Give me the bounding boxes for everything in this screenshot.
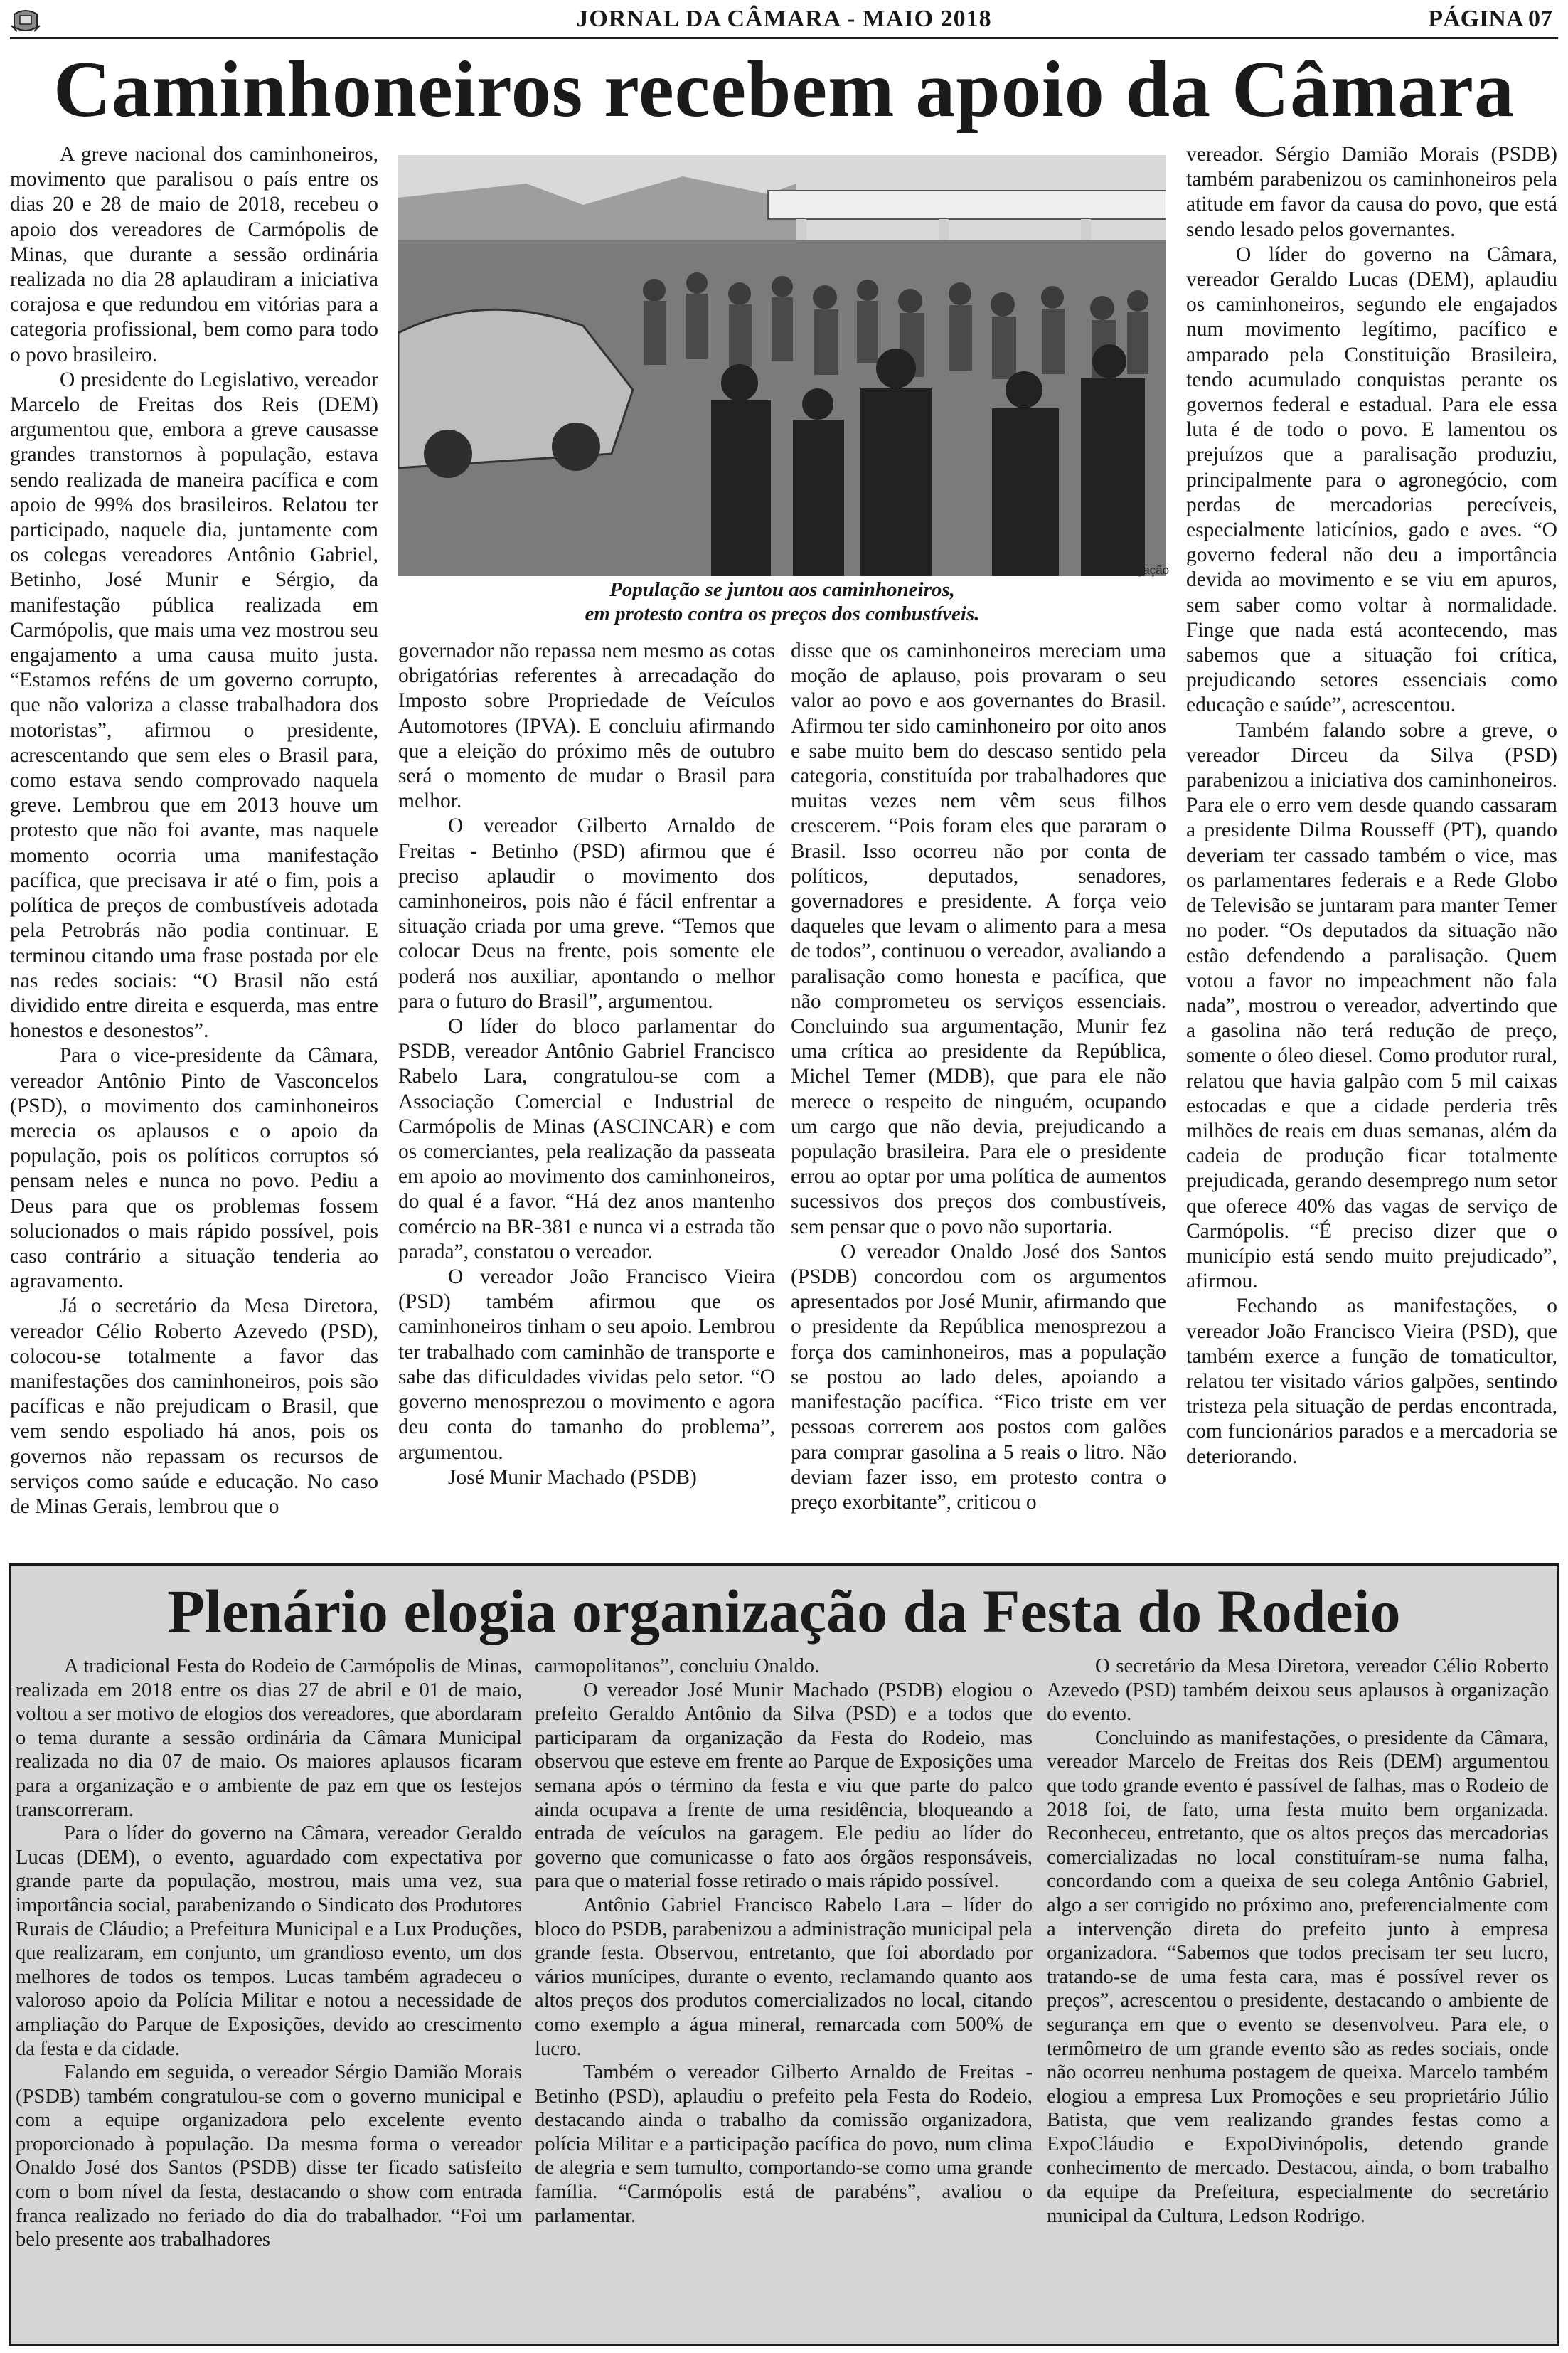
paragraph: carmopolitanos”, concluiu Onaldo. (535, 1655, 820, 1677)
photo-caption (398, 578, 1166, 626)
paragraph: A tradicional Festa do Rodeio de Carmópolis de Minas, realizada em 2018 entre os dias 27 de abril e 01 de maio, voltou a ser motivo de elogios dos vereadores, que abordaram o tema durante a sessão ordinária da Câmara Municipal realizada no dia 07 de maio. Os maiores aplausos ficaram para a organização e o ambiente de paz em que os festejos transcorreram. (16, 1655, 522, 1821)
paragraph: Já o secretário da Mesa Diretora, vereador Célio Roberto Azevedo (PSD), colocou-se totalmente a favor das manifestações dos caminhoneiros, pois são pacíficas e não prejudicam o Brasil, que vem sendo espoliado há anos, pois os governos não repassam os recursos de serviços como saúde e educação. No caso de Minas Gerais, lembrou que o (10, 1295, 378, 1518)
page-number: PÁGINA 07 (1428, 6, 1552, 32)
paragraph: O secretário da Mesa Diretora, vereador Célio Roberto Azevedo (PSD) também deixou seus aplausos à organização do evento. (1047, 1655, 1549, 1726)
paragraph: Antônio Gabriel Francisco Rabelo Lara – líder do bloco do PSDB, parabenizou a administração municipal pela grande festa. Observou, entretanto, que foi abordado por vários munícipes, durante o evento, reclamando quanto aos altos preços dos produtos comercializados no local, citando como exemplo a água mineral, remarcada com 500% de lucro. (535, 1893, 1033, 2060)
article-column-3 (791, 639, 1166, 1551)
paragraph: O vereador João Francisco Vieira (PSD) também afirmou que os caminhoneiros tinham o seu apoio. Lembrou ter trabalhado com caminhão de transporte e sabe das dificuldades vividas pelo setor. “O governo menosprezou o movimento e agora deu conta do tamanho do problema”, argumentou. (398, 1265, 775, 1464)
paragraph: Para o líder do governo na Câmara, vereador Geraldo Lucas (DEM), o evento, aguardado com expectativa por grande parte da população, mostrou, mais uma vez, sua importância social, parabenizando o Sindicato dos Produtores Rurais de Cláudio; a Prefeitura Municipal e a Lux Produções, que realizaram, em conjunto, um grandioso evento, um dos melhores de todos os tempos. Lucas também agradeceu o valoroso apoio da Polícia Militar e notou a necessidade de ampliação do Parque de Exposições, devido ao crescimento da festa e da cidade. (16, 1822, 522, 2060)
article-column-1 (10, 142, 378, 1551)
paragraph: O líder do governo na Câmara, vereador Geraldo Lucas (DEM), aplaudiu os caminhoneiros, segundo ele engajados num movimento legítimo, pacífico e amparado pela Constituição Brasileira, tendo acumulado conquistas perante os governos federal e estadual. Para ele essa luta é de todo o povo. E lamentou os prejuízos que a paralisação produziu, principalmente para o agronegócio, com perdas de mercadorias perecíveis, especialmente laticínios, gado e aves. “O governo federal não deu a importância devida ao movimento e se viu em apuros, sem saber como voltar à normalidade. Finge que nada está acontecendo, mas sabemos que a situação foi crítica, prejudicando setores essenciais como educação e saúde”, acrescentou. (1186, 243, 1557, 717)
paragraph: O vereador José Munir Machado (PSDB) elogiou o prefeito Geraldo Antônio da Silva (PSD) e a todos que participaram da organização da Festa do Rodeio, mas observou que esteve em frente ao Parque de Exposições uma semana após o término da festa e viu que parte do palco ainda ocupava a frente de uma residência, bloqueando a entrada de veículos na garagem. Ele pediu ao líder do governo que comunicasse o fato aos órgãos responsáveis, para que o material fosse retirado o mais rápido possível. (535, 1679, 1033, 1893)
paragraph: Concluindo as manifestações, o presidente da Câmara, vereador Marcelo de Freitas dos Reis (DEM) argumentou que todo grande evento é passível de falhas, mas o Rodeio de 2018 foi, de fato, uma festa muito bem organizada. Reconheceu, entretanto, que os altos preços das mercadorias comercializadas no local constituíram-se numa falha, concordando com a queixa de seu colega Antônio Gabriel, algo a ser corrigido no próximo ano, preferencialmente com a intervenção direta do prefeito junto à empresa organizadora. “Sabemos que todos precisam ter seu lucro, tratando-se de uma festa cara, mas é possível rever os preços”, acrescentou o presidente, destacando o ambiente de segurança em que o evento se desenvolveu. Para ele, o termômetro de um grande evento são as redes sociais, onde não ocorreu nenhuma postagem de queixa. Marcelo também elogiou a empresa Lux Promoções e seu proprietário Júlio Batista, que vem realizando grandes festas como a ExpoCláudio e ExpoDivinópolis, detendo grande conhecimento de mercado. Destacou, ainda, o bom trabalho da equipe da Prefeitura, especialmente do secretário municipal da Cultura, Ledson Rodrigo. (1047, 1726, 1549, 2227)
box-column-2 (535, 1654, 1033, 2344)
header-divider (10, 37, 1558, 39)
paragraph: vereador. Sérgio Damião Morais (PSDB) também parabenizou os caminhoneiros pela atitude em favor da causa do povo, que está sendo lesado pelos governantes. (1186, 143, 1557, 241)
paragraph: Fechando as manifestações, o vereador João Francisco Vieira (PSD), que também exerce a função de tomaticultor, relatou ter visitado vários galpões, sentindo tristeza pela situação de perdas encontrada, com funcionários parados e a mercadoria se deteriorando. (1186, 1295, 1557, 1468)
paragraph: governador não repassa nem mesmo as cotas obrigatórias referentes à arrecadação do Imposto sobre Propriedade de Veículos Automotores (IPVA). E concluiu afirmando que a eleição do próximo mês de outubro será o momento de mudar o Brasil para melhor. (398, 639, 775, 813)
paragraph: Para o vice-presidente da Câmara, vereador Antônio Pinto de Vasconcelos (PSD), o movimento dos caminhoneiros merecia os aplausos e o apoio da população, pois os políticos corruptos só pensam neles e nunca no povo. Pediu a Deus para que os problemas fossem solucionados o mais rápido possível, pois caso contrário a situação tenderia ao agravamento. (10, 1044, 378, 1293)
photo-credit: Divulgação (1109, 563, 1170, 577)
photo-caption-line: População se juntou aos caminhoneiros, (609, 578, 955, 601)
paragraph: Também falando sobre a greve, o vereador Dirceu da Silva (PSD) parabenizou a iniciativa dos caminhoneiros. Para ele o erro vem desde quando cassaram a presidente Dilma Rousseff (PT), quando deveriam ter cassado também o vice, mas os parlamentares federais e a Rede Globo de Televisão se juntaram para manter Temer no poder. “Os deputados da situação não estão defendendo a paralisação. Quem votou a favor no impeachment não fala nada”, mostrou o vereador, advertindo que a gasolina não terá redução de preço, somente o óleo diesel. Como produtor rural, relatou que havia galpão com 5 mil caixas estocadas e que a cidade perderia três milhões de reais em duas semanas, além da cadeia de produção ficar totalmente prejudicada, gerando desemprego num setor que oferece 40% das vagas de serviço de Carmópolis. “É preciso dizer que o município está sendo muito prejudicado”, afirmou. (1186, 718, 1557, 1293)
article-headline: Plenário elogia organização da Festa do Rodeio (167, 1577, 1401, 1645)
protest-photo (398, 155, 1166, 576)
box-column-1 (16, 1654, 522, 2344)
paragraph: O vereador Onaldo José dos Santos (PSDB) concordou com os argumentos apresentados por José Munir, afirmando que o presidente da República menosprezou a força dos caminhoneiros, mas a população se postou ao lado deles, apoiando a manifestação pacífica. “Fico triste em ver pessoas correrem aos postos com galões para comprar gasolina a 5 reais o litro. Não deviam fazer isso, em protesto contra o preço exorbitante”, criticou o (791, 1240, 1166, 1514)
paragraph: O líder do bloco parlamentar do PSDB, vereador Antônio Gabriel Francisco Rabelo Lara, congratulou-se com a Associação Comercial e Industrial de Carmópolis de Minas (ASCINCAR) e com os comerciantes, pela realização da passeata em apoio ao movimento dos caminhoneiros, do qual é a favor. “Há dez anos mantenho comércio na BR-381 e nunca vi a estrada tão parada”, constatou o vereador. (398, 1015, 775, 1263)
photo-caption-line: em protesto contra os preços dos combustíveis. (585, 602, 980, 625)
paragraph: O vereador Gilberto Arnaldo de Freitas - Betinho (PSD) afirmou que é preciso aplaudir o movimento dos caminhoneiros, pois não é fácil enfrentar a situação criada por uma greve. “Temos que colocar Deus na frente, pois somente ele poderá nos auxiliar, apontando o melhor para o futuro do Brasil”, argumentou. (398, 814, 775, 1013)
article-headline: Caminhoneiros recebem apoio da Câmara (53, 46, 1515, 134)
journal-title: JORNAL DA CÂMARA - MAIO 2018 (576, 6, 992, 32)
article-column-2 (398, 639, 775, 1551)
paragraph: Também o vereador Gilberto Arnaldo de Freitas - Betinho (PSD), aplaudiu o prefeito pela Festa do Rodeio, destacando ainda o trabalho da comissão organizadora, polícia Militar e a participação pacífica do povo, num clima de alegria e sem tumulto, comportando-se como uma grande família. “Carmópolis está de parabéns”, avaliou o parlamentar. (535, 2061, 1033, 2227)
protest-photo-illustration (398, 155, 1166, 576)
paragraph: O presidente do Legislativo, vereador Marcelo de Freitas dos Reis (DEM) argumentou que, embora a greve causasse grandes transtornos à população, estava sendo realizada de maneira pacífica e com apoio de 99% dos brasileiros. Relatou ter participado, naquele dia, juntamente com os colegas vereadores Antônio Gabriel, Betinho, José Munir e Sérgio, da manifestação pública realizada em Carmópolis, que mais uma vez mostrou seu engajamento a uma causa muito justa. “Estamos reféns de um governo corrupto, que não valoriza a classe trabalhadora dos motoristas”, afirmou o presidente, acrescentando que sem eles o Brasil para, como estava sendo comprovado naquela greve. Lembrou que em 2013 houve um protesto que não foi avante, mas naquele momento ocorria uma manifestação pacífica, que precisava ir até o fim, pois a política de preços de combustíveis adotada pela Petrobrás não podia continuar. E terminou citando uma frase postada por ele nas redes sociais: “O Brasil não está dividido entre direita e esquerda, mas entre honestos e desonestos”. (10, 368, 378, 1043)
article-column-4 (1186, 142, 1557, 1551)
paragraph: Falando em seguida, o vereador Sérgio Damião Morais (PSDB) também congratulou-se com o governo municipal e com a equipe organizadora pelo excelente evento proporcionado à população. Da mesma forma o vereador Onaldo José dos Santos (PSDB) disse ter ficado satisfeito com o bom nível da festa, destacando o show com entrada franca realizado no feriado do dia do trabalhador. “Foi um belo presente aos trabalhadores (16, 2061, 522, 2251)
paragraph: José Munir Machado (PSDB) (448, 1465, 697, 1489)
paragraph: A greve nacional dos caminhoneiros, movimento que paralisou o país entre os dias 20 e 28 de maio de 2018, recebeu o apoio dos vereadores de Carmópolis de Minas, que durante a sessão ordinária realizada no dia 28 aplaudiram a iniciativa corajosa e que redundou em vitórias para a categoria profissional, bem como para todo o povo brasileiro. (10, 143, 378, 366)
box-column-3 (1047, 1654, 1549, 2344)
paragraph: disse que os caminhoneiros mereciam uma moção de aplauso, pois provaram o seu valor ao povo e aos governantes do Brasil. Afirmou ter sido caminhoneiro por oito anos e sabe muito bem do descaso sentido pela categoria, constituída por trabalhadores que muitas vezes nem vêm seus filhos crescerem. “Pois foram eles que pararam o Brasil. Isso ocorreu não por conta de políticos, deputados, senadores, governadores e presidente. A força veio daqueles que levam o alimento para a mesa de todos”, continuou o vereador, avaliando a paralisação como honesta e pacífica, que não comprometeu os serviços essenciais. Concluindo sua argumentação, Munir fez uma crítica ao presidente da República, Michel Temer (MDB), que para ele não merece o respeito de ninguém, ocupando um cargo que não devia, prejudicando a população brasileira. Para ele o presidente errou ao optar por uma política de aumentos sucessivos dos preços dos combustíveis, sem pensar que o povo não suportaria. (791, 639, 1166, 1238)
